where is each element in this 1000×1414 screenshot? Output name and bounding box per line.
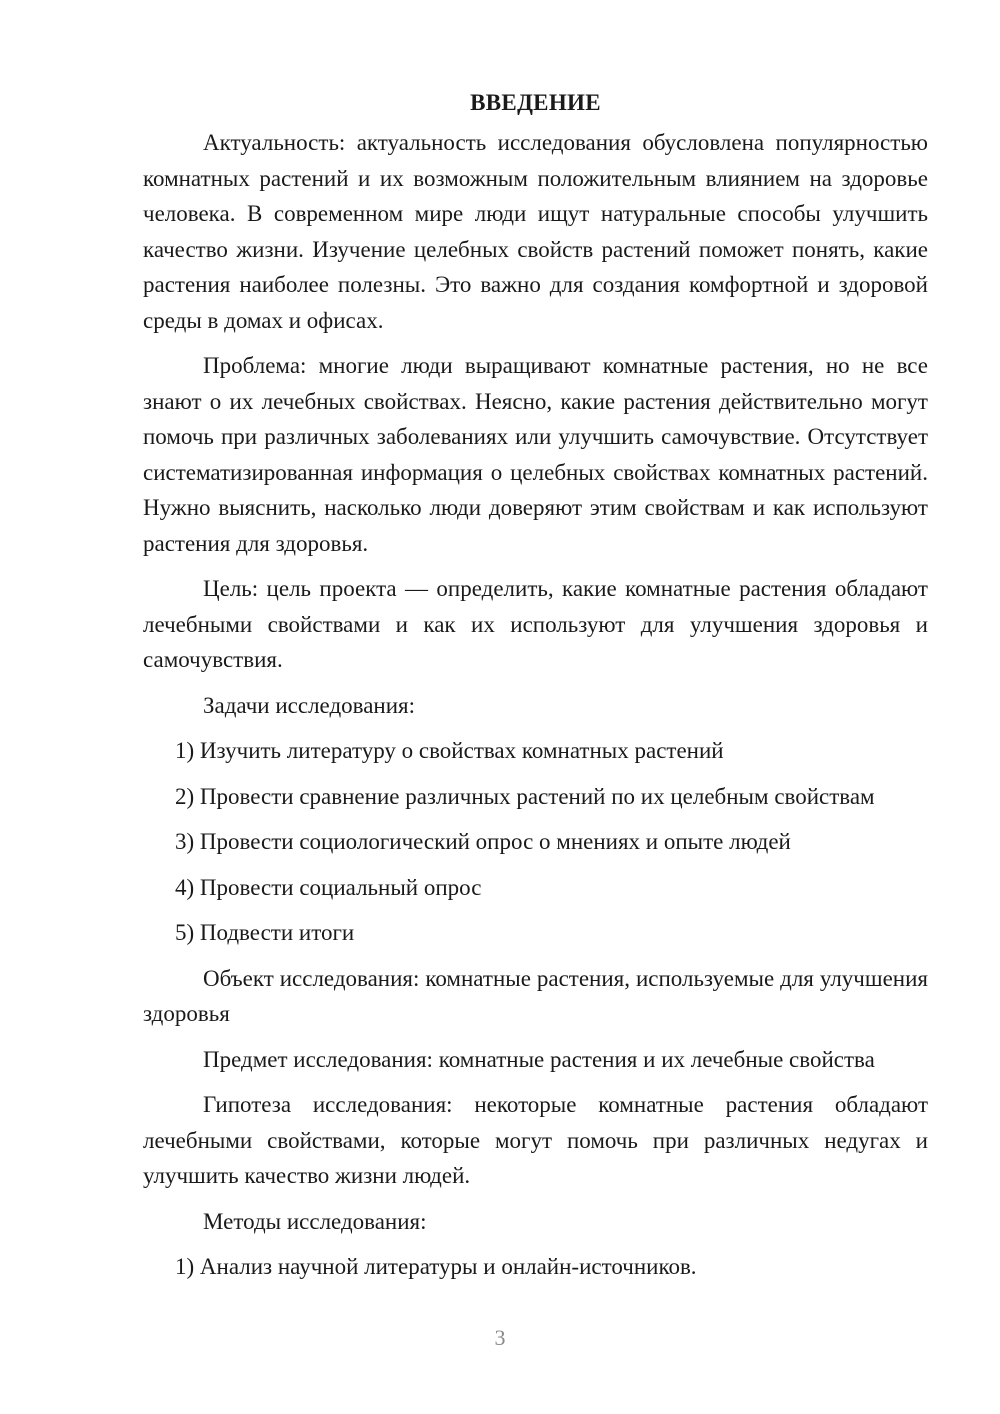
task-item-3: 3) Провести социологический опрос о мнениях и опыте людей <box>175 829 791 854</box>
paragraph-problem: Проблема: многие люди выращивают комнатные растения, но не все знают о их лечебных свойствах. Неясно, какие растения действительно могут помочь при различных заболеваниях или улучшить самочувствие. Отсутствует систематизированная информация о целебных свойствах комнатных растений. Нужно выяснить, насколько люди доверяют этим свойствам и как используют растения для здоровья. <box>143 353 928 556</box>
paragraph-relevance: Актуальность: актуальность исследования обусловлена популярностью комнатных растений и их возможным положительным влиянием на здоровье человека. В современном мире люди ищут натуральные способы улучшить качество жизни. Изучение целебных свойств растений поможет понять, какие растения наиболее полезны. Это важно для создания комфортной и здоровой среды в домах и офисах. <box>143 130 928 333</box>
methods-heading: Методы исследования: <box>203 1208 427 1234</box>
section-title: ВВЕДЕНИЕ <box>470 90 601 115</box>
task-item-4: 4) Провести социальный опрос <box>175 874 482 900</box>
paragraph-goal: Цель: цель проекта — определить, какие комнатные растения обладают лечебными свойствами и как их используют для улучшения здоровья и самочувствия. <box>143 576 928 672</box>
task-item-1: 1) Изучить литературу о свойствах комнатных растений <box>175 738 724 763</box>
task-item-5: 5) Подвести итоги <box>175 920 355 945</box>
method-item-1: 1) Анализ научной литературы и онлайн-источников. <box>175 1254 697 1279</box>
paragraph-subject: Предмет исследования: комнатные растения и их лечебные свойства <box>203 1046 875 1072</box>
tasks-heading: Задачи исследования: <box>203 692 416 718</box>
page-number: 3 <box>494 1325 506 1350</box>
paragraph-object: Объект исследования: комнатные растения, используемые для улучшения здоровья <box>143 965 928 1026</box>
task-item-2: 2) Провести сравнение различных растений по их целебным свойствам <box>175 783 875 809</box>
document-page <box>143 88 928 1295</box>
paragraph-hypothesis: Гипотеза исследования: некоторые комнатные растения обладают лечебными свойствами, которые могут помочь при различных недугах и улучшить качество жизни людей. <box>143 1092 928 1188</box>
